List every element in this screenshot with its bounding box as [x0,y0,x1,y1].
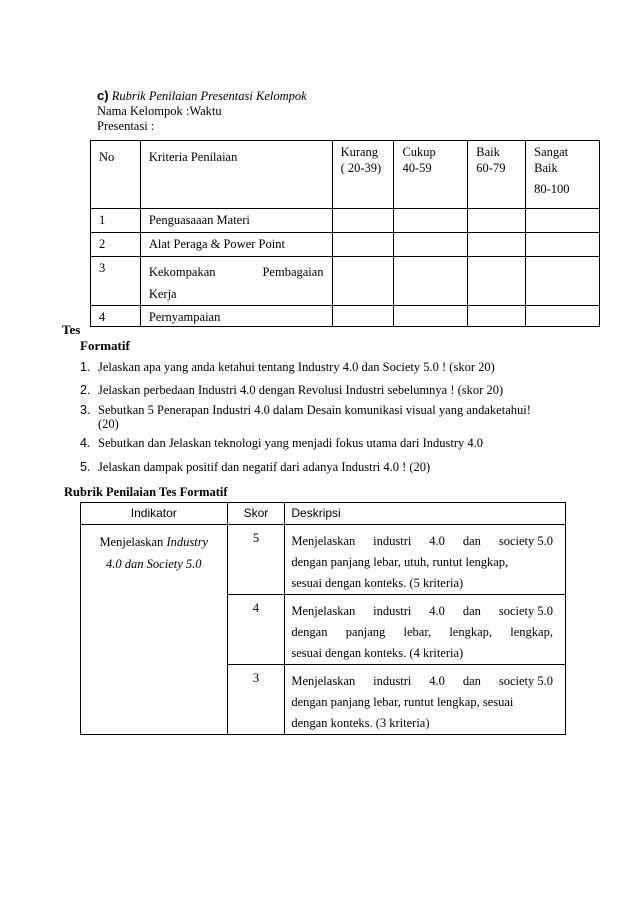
question-number: 1. [80,360,91,374]
skor-value: 4 [252,601,260,615]
header-kurang-range: ( 20-39) [340,161,382,175]
section-heading [97,88,307,104]
deskripsi-line: sesuai dengan konteks. (4 kriteria) [291,646,464,660]
deskripsi-word: 5.0 [537,674,553,688]
question-number: 4. [80,436,91,450]
deskripsi-word: industri [373,604,412,618]
indikator-text: Menjelaskan [99,535,164,549]
deskripsi-word: dan [462,534,481,548]
header-no: No [99,150,115,164]
deskripsi-word: society [498,674,535,688]
deskripsi-word: 5.0 [537,604,553,618]
header-indikator: Indikator [130,506,177,520]
header-sangat: Sangat [534,145,569,159]
deskripsi-word: 4.0 [429,534,445,548]
header-skor: Skor [243,506,269,520]
question-list [80,359,610,479]
list-item [80,359,610,382]
deskripsi-word: dan [462,674,481,688]
question-text: Jelaskan apa yang anda ketahui tentang Industry 4.0 dan Society 5.0 ! (skor 20) [98,360,495,374]
question-text: Jelaskan dampak positif dan negatif dari adanya Industri 4.0 ! (20) [98,460,431,474]
header-cukup-range: 40-59 [402,161,432,175]
section-title: Rubrik Penilaian Presentasi Kelompok [111,89,307,103]
deskripsi-word: Menjelaskan [291,604,356,618]
presentation-rubric-table [90,140,600,327]
deskripsi-word: Menjelaskan [291,534,356,548]
row-no: 2 [99,237,106,251]
header-kurang: Kurang [340,145,379,159]
list-item [80,382,610,402]
list-item [80,435,610,459]
deskripsi-line: dengan panjang lebar, runtut lengkap, sesuai [291,695,514,709]
deskripsi-word: 4.0 [429,604,445,618]
question-text: Sebutkan 5 Penerapan Industri 4.0 dalam Desain komunikasi visual yang andaketahui! [98,403,531,417]
skor-value: 3 [252,671,260,685]
row-criteria-part: Kekompakan [148,265,216,279]
section-marker: c) [97,88,109,103]
row-no: 4 [99,310,106,324]
skor-value: 5 [252,531,260,545]
deskripsi-line: dengan panjang lebar, utuh, runtut lengkap, [291,555,509,569]
group-name-line: Nama Kelompok :Waktu [97,104,222,118]
deskripsi-cell [285,525,565,594]
question-text: Sebutkan dan Jelaskan teknologi yang menjadi fokus utama dari Industry 4.0 [98,436,483,450]
deskripsi-word: lebar, [403,625,432,639]
indikator-text-italic: Industry [166,535,209,549]
formatif-rubric-table [80,502,566,735]
formatif-label: Formatif [80,338,130,353]
deskripsi-line: sesuai dengan konteks. (5 kriteria) [291,576,464,590]
deskripsi-cell [285,595,565,664]
deskripsi-word: panjang [345,625,386,639]
list-item [80,402,610,435]
row-criteria: Pernyampaian [148,310,221,324]
question-number: 2. [80,383,91,397]
header-cukup: Cukup [402,145,436,159]
presentation-line: Presentasi : [97,119,155,133]
table-row [91,233,600,257]
row-criteria: Penguasaaan Materi [148,213,250,227]
row-criteria: Alat Peraga & Power Point [148,237,285,251]
deskripsi-word: dan [462,604,481,618]
row-no: 1 [99,213,106,227]
question-text: Jelaskan perbedaan Industri 4.0 dengan Revolusi Industri sebelumnya ! (skor 20) [98,383,504,397]
header-sangat-baik: Baik [534,161,558,175]
deskripsi-word: society [498,604,535,618]
deskripsi-word: 4.0 [429,674,445,688]
table-row [81,525,566,595]
deskripsi-word: industri [373,674,412,688]
header-baik: Baik [476,145,500,159]
deskripsi-word: dengan [291,625,328,639]
header-criteria: Kriteria Penilaian [148,150,238,164]
question-number: 5. [80,460,91,474]
table-header-row [91,141,600,209]
indikator-text-italic: 4.0 dan Society 5.0 [106,557,202,571]
table-header-row [81,503,566,525]
tes-label: Tes [62,322,81,337]
deskripsi-word: society [498,534,535,548]
deskripsi-word: lengkap, [510,625,553,639]
question-text-cont: (20) [98,417,119,431]
deskripsi-word: 5.0 [537,534,553,548]
row-criteria-part: Kerja [148,287,177,301]
deskripsi-line: dengan konteks. (3 kriteria) [291,716,430,730]
header-deskripsi: Deskripsi [291,506,341,520]
indikator-cell [81,525,227,575]
deskripsi-word: lengkap, [449,625,493,639]
question-number: 3. [80,403,91,417]
deskripsi-word: industri [373,534,412,548]
row-criteria-part: Pembagaian [262,265,324,279]
formatif-rubric-title: Rubrik Penilaian Tes Formatif [64,485,228,499]
header-sangat-range: 80-100 [534,182,570,196]
table-row [91,257,600,306]
deskripsi-word: Menjelaskan [291,674,356,688]
row-no: 3 [99,261,106,275]
table-row [91,209,600,233]
list-item [80,459,610,479]
table-row [91,306,600,327]
deskripsi-cell [285,665,565,734]
header-baik-range: 60-79 [476,161,506,175]
